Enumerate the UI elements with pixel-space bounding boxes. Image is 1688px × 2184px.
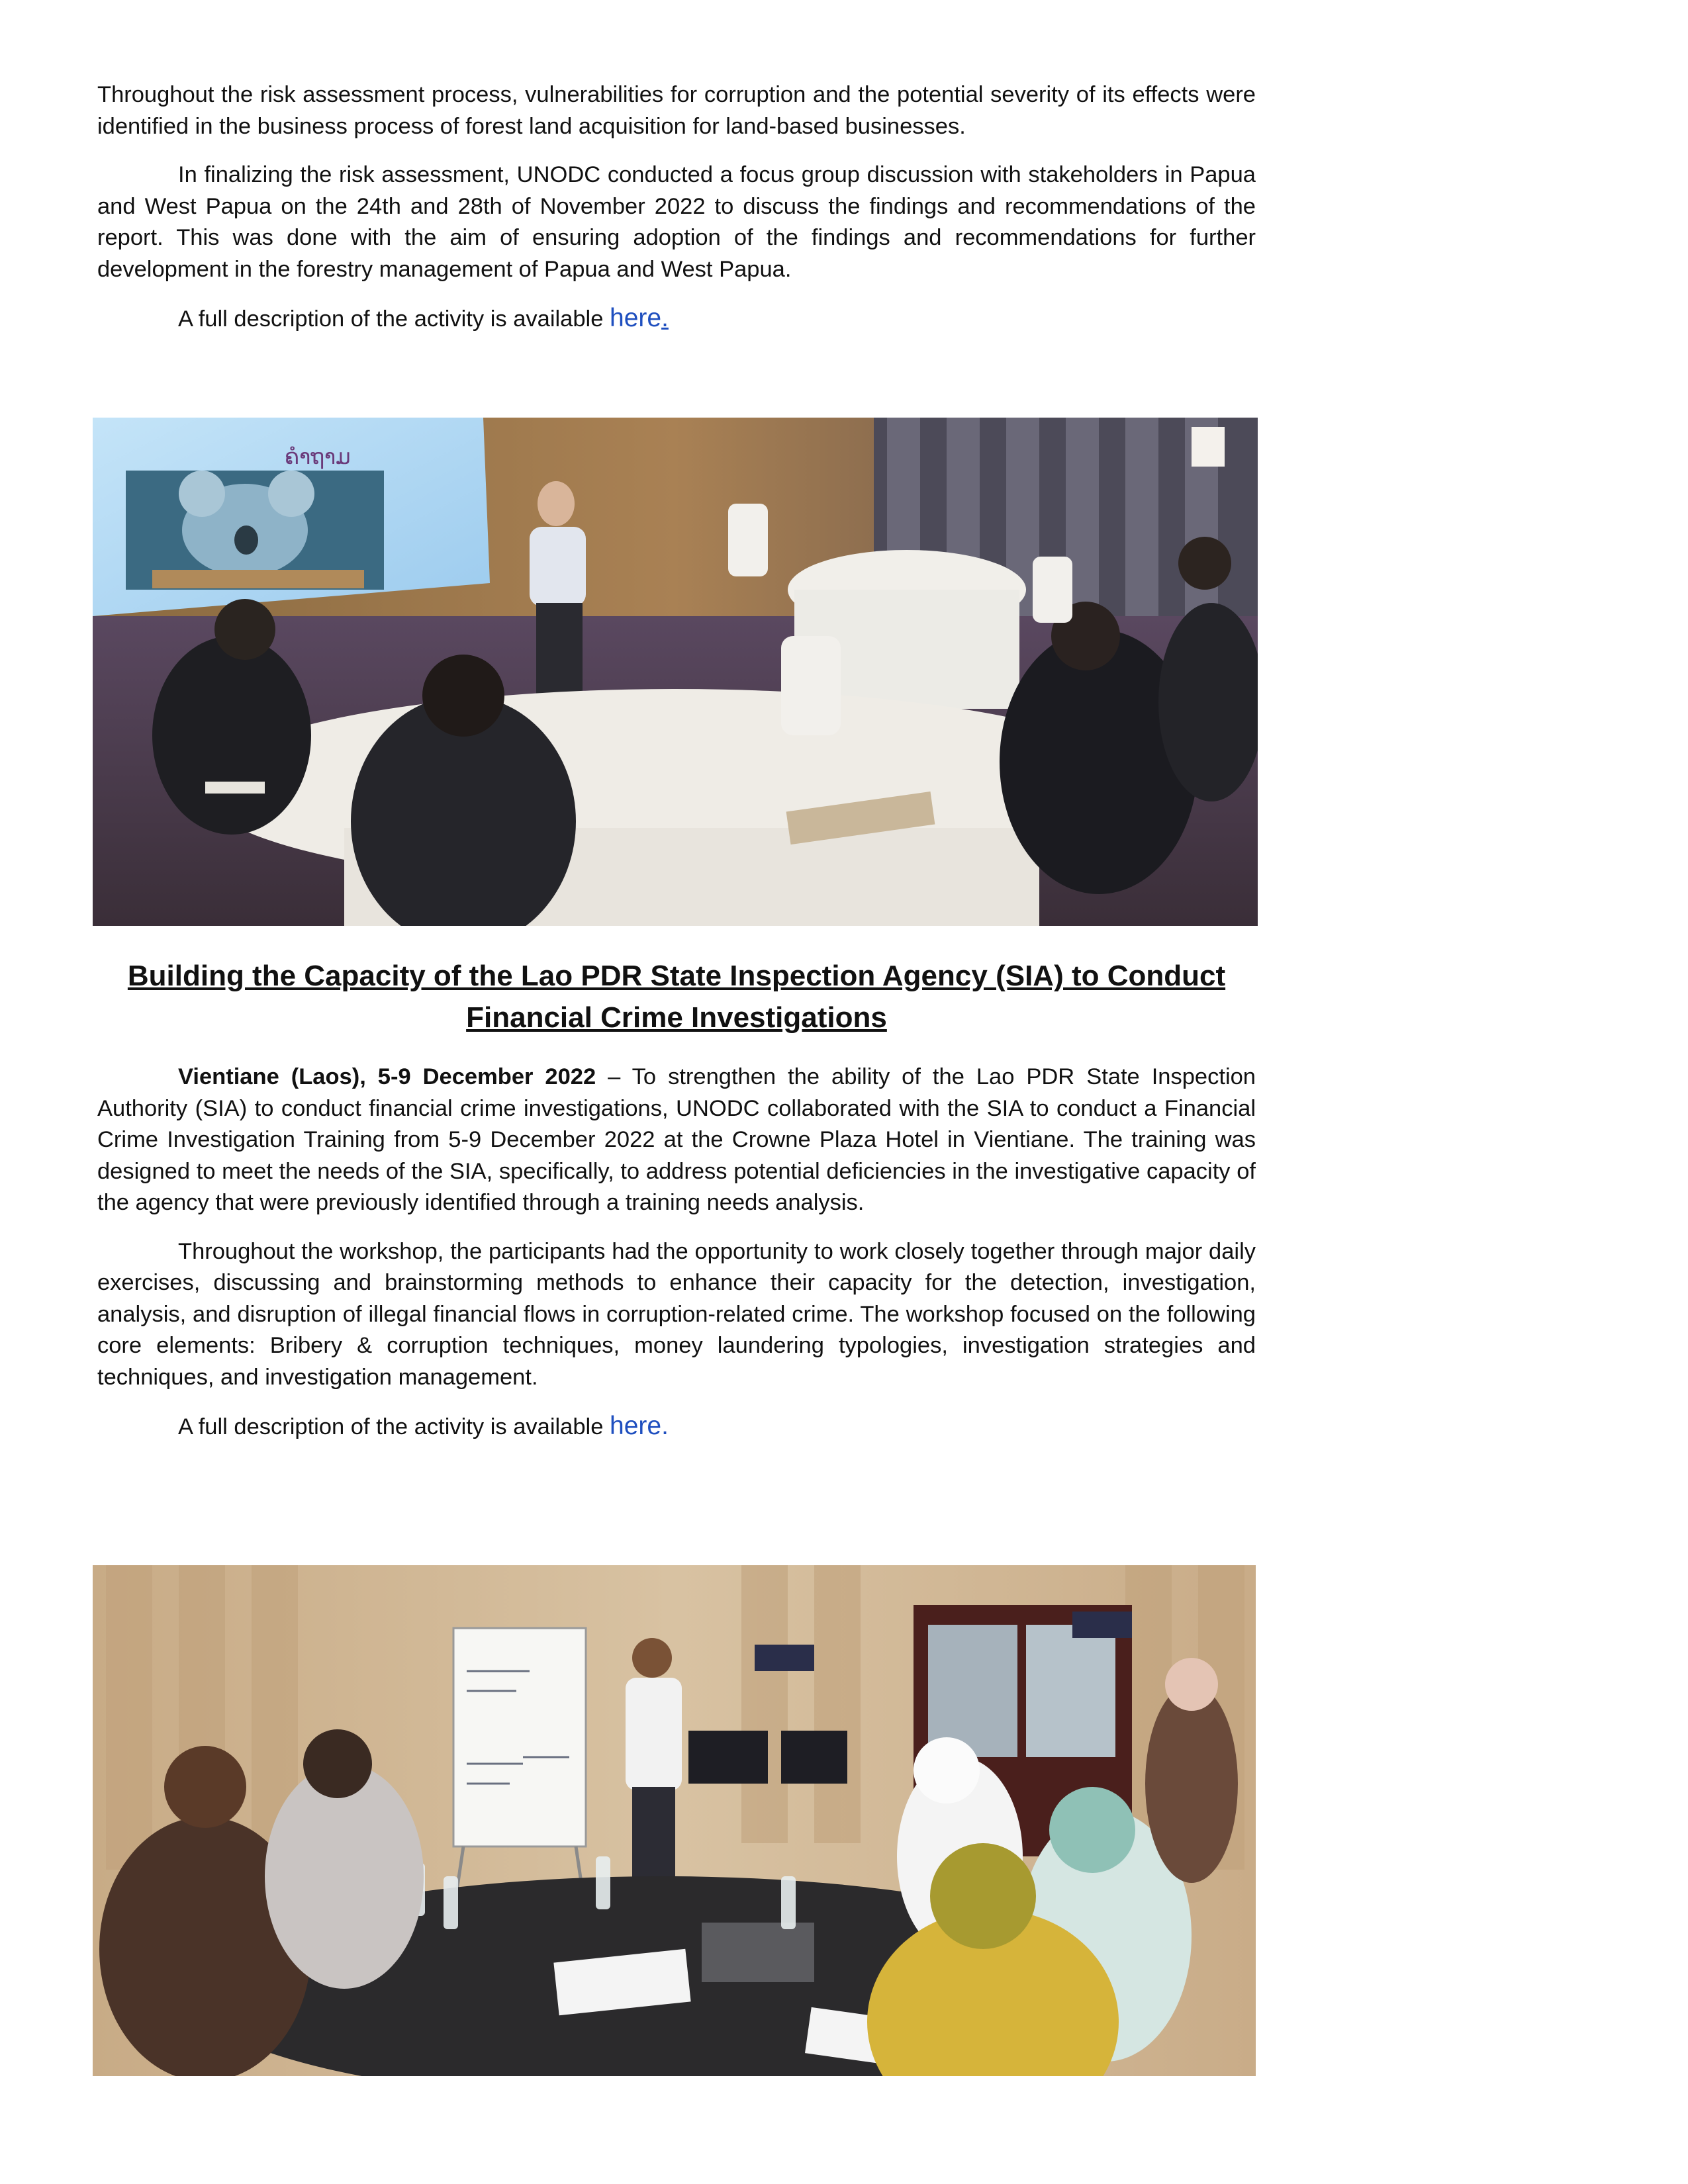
section1-link-prefix: A full description of the activity is available bbox=[178, 306, 610, 332]
section1-paragraph-2: In finalizing the risk assessment, UNODC conducted a focus group discussion with stakeholders in Papua and West Papua on the 24th and 28th of November 2022 to discuss the findings and recommendations of the report. This was done with the aim of ensuring adoption of the findings and recommendations for further development in the forestry management of Papua and West Papua. bbox=[97, 162, 1256, 282]
section1-paragraph-3 bbox=[97, 302, 1256, 336]
section2-paragraph-3 bbox=[97, 1410, 1256, 1443]
section2-paragraph-1-rest: – To strengthen the ability of the Lao PDR State Inspection Authority (SIA) to conduct financial crime investigations, UNODC collaborated with the SIA to conduct a Financial Crime Investigation Training from 5-9 December 2022 at the Crowne Plaza Hotel in Vientiane. The training was designed to meet the needs of the SIA, specifically, to address potential deficiencies in the investigative capacity of the agency that were previously identified through a training needs analysis. bbox=[97, 1064, 1256, 1215]
section2-link-prefix: A full description of the activity is available bbox=[178, 1414, 610, 1439]
section2-lead: Vientiane (Laos), 5-9 December 2022 bbox=[178, 1064, 596, 1089]
slide-title-text: ຄຳຖາມ bbox=[285, 444, 351, 469]
section2-here-link[interactable]: here bbox=[610, 1412, 662, 1440]
section1-link-suffix: . bbox=[661, 304, 669, 332]
section2-link-suffix: . bbox=[661, 1412, 669, 1440]
section1-paragraph-1: Throughout the risk assessment process, vulnerabilities for corruption and the potential severity of its effects were identified in the business process of forest land acquisition for land-based businesses. bbox=[97, 82, 1256, 139]
section1-text bbox=[97, 79, 1256, 336]
section2-text bbox=[97, 1062, 1256, 1443]
section2-paragraph-1 bbox=[97, 1062, 1256, 1219]
workshop-photo-1 bbox=[93, 418, 1258, 926]
section2-paragraph-2: Throughout the workshop, the participants had the opportunity to work closely together through major daily exercises, discussing and brainstorming methods to enhance their capacity for the detection, investigation, analysis, and disruption of illegal financial flows in corruption-related crime. The workshop focused on the following core elements: Bribery & corruption techniques, money laundering typologies, investigation strategies and techniques, and investigation management. bbox=[97, 1238, 1256, 1390]
workshop-photo-2 bbox=[93, 1565, 1256, 2076]
workshop-photo-1-image bbox=[93, 418, 1258, 926]
section1-here-link[interactable]: here bbox=[610, 304, 662, 332]
workshop-photo-2-image bbox=[93, 1565, 1256, 2076]
section2-heading: Building the Capacity of the Lao PDR State Inspection Agency (SIA) to Conduct Financial Crime Investigations bbox=[127, 960, 1226, 1034]
